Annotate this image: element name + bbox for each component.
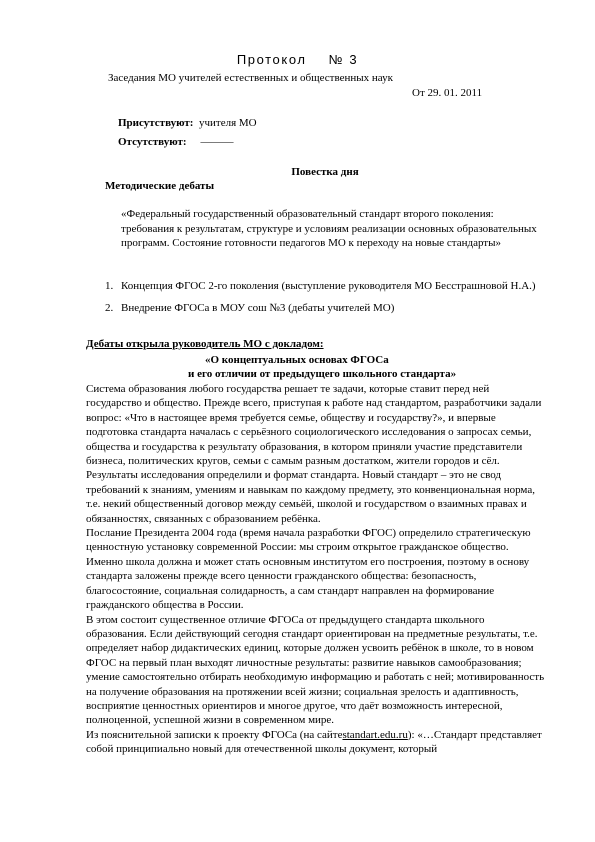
meeting-date: От 29. 01. 2011 (412, 87, 483, 99)
title-word: Протокол (236, 52, 307, 67)
absent-label: Отсутствуют: (118, 136, 187, 148)
agenda-item-number: 2. (105, 301, 114, 314)
report-paragraph: В этом состоит существенное отличие ФГОСа от предыдущего стандарта школьного образования. Если действующий сегодня стандарт ориентирован на предметные результаты, т.е. определяет набор дидактических единиц, которые должен усвоить ребёнок в школе, то в новом ФГОС на первый план выходят личностные результаты: развитие навыков самообразования; умение самостоятельно отбирать необходимую информацию и работать с ней; мотивированность на получение образования на протяжении всей жизни; социальная зрелость и адаптивность, восприятие ценностных ориентиров и многое другое, что даёт возможность интересной, полноценной, успешной жизни в современном мире. (86, 613, 545, 727)
present-value: учителя МО (198, 117, 257, 129)
report-paragraph: Послание Президента 2004 года (время начала разработки ФГОС) определило стратегическую ценностную установку современной России: мы строим открытое гражданское общество. Именно школа должна и может стать основным институтом его построения, поэтому в основу стандарта заложены прежде всего ценности гражданского общества: безопасность, благосостояние, социальная солидарность, а сам стандарт направлен на формирование гражданского общества в России. (86, 527, 531, 612)
report-body (86, 382, 546, 757)
absent-line (118, 136, 234, 148)
report-paragraph-last (86, 728, 546, 757)
report-paragraph: Система образования любого государства решает те задачи, которые ставит перед ней государство и общество. Прежде всего, приступая к работе над стандартом, разработчики задали вопрос: «Что в настоящее время требуется семье, обществу и государству?», и впервые подготовка стандарта началась с серьёзного социологического исследования о запросах семьи, общества и государства к результату образования, в котором приняли участие представители бизнеса, политических кругов, семьи с самым разным достатком, жители городов и сёл. Результаты исследования определили и формат стандарта. Новый стандарт – это не свод требований к знаниям, умениям и навыкам по каждому предмету, это конвенциональная норма, т.е. некий общественный договор между семьёй, школой и государством о взаимных правах и обязанностях, связанных с образованием ребёнка. (86, 383, 542, 525)
absent-value: ——— (200, 136, 234, 148)
report-opener: Дебаты открыла руководитель МО с докладом: (86, 338, 324, 350)
agenda-item (105, 279, 545, 294)
meeting-line: Заседания МО учителей естественных и общественных наук (108, 72, 393, 84)
protocol-title (0, 52, 595, 67)
agenda-quote: «Федеральный государственный образовательный стандарт второго поколения: требования к результатам, структуре и условиям реализации основных образовательных программ. Состояние готовности педагогов МО к переходу на новые стандарты» (121, 208, 537, 249)
agenda-item-number: 1. (105, 280, 114, 292)
site-link[interactable]: standart.edu.ru (342, 728, 408, 741)
present-line (118, 117, 257, 129)
title-number: № 3 (328, 52, 359, 67)
agenda-list (105, 279, 545, 322)
last-prefix: Из пояснительной записки к проекту ФГОСа (на сайте (86, 728, 343, 741)
agenda-topic: Методические дебаты (105, 180, 215, 192)
agenda-item-text: Концепция ФГОС 2-го поколения (выступление руководителя МО Бесстрашновой Н.А.) (121, 280, 536, 292)
agenda-item (105, 301, 545, 316)
present-label: Присутствуют: (118, 117, 194, 129)
agenda-heading: Повестка дня (291, 166, 359, 178)
agenda-item-text: Внедрение ФГОСа в МОУ сош №3 (дебаты учителей МО) (121, 301, 395, 314)
last-suffix: ): «…Стандарт представляет собой принципиально новый для отечественной школы документ, который (86, 728, 542, 756)
report-subtitle-line2: и его отличии от предыдущего школьного стандарта» (188, 368, 457, 380)
report-subtitle-line1: «О концептуальных основах ФГОСа (205, 354, 389, 366)
